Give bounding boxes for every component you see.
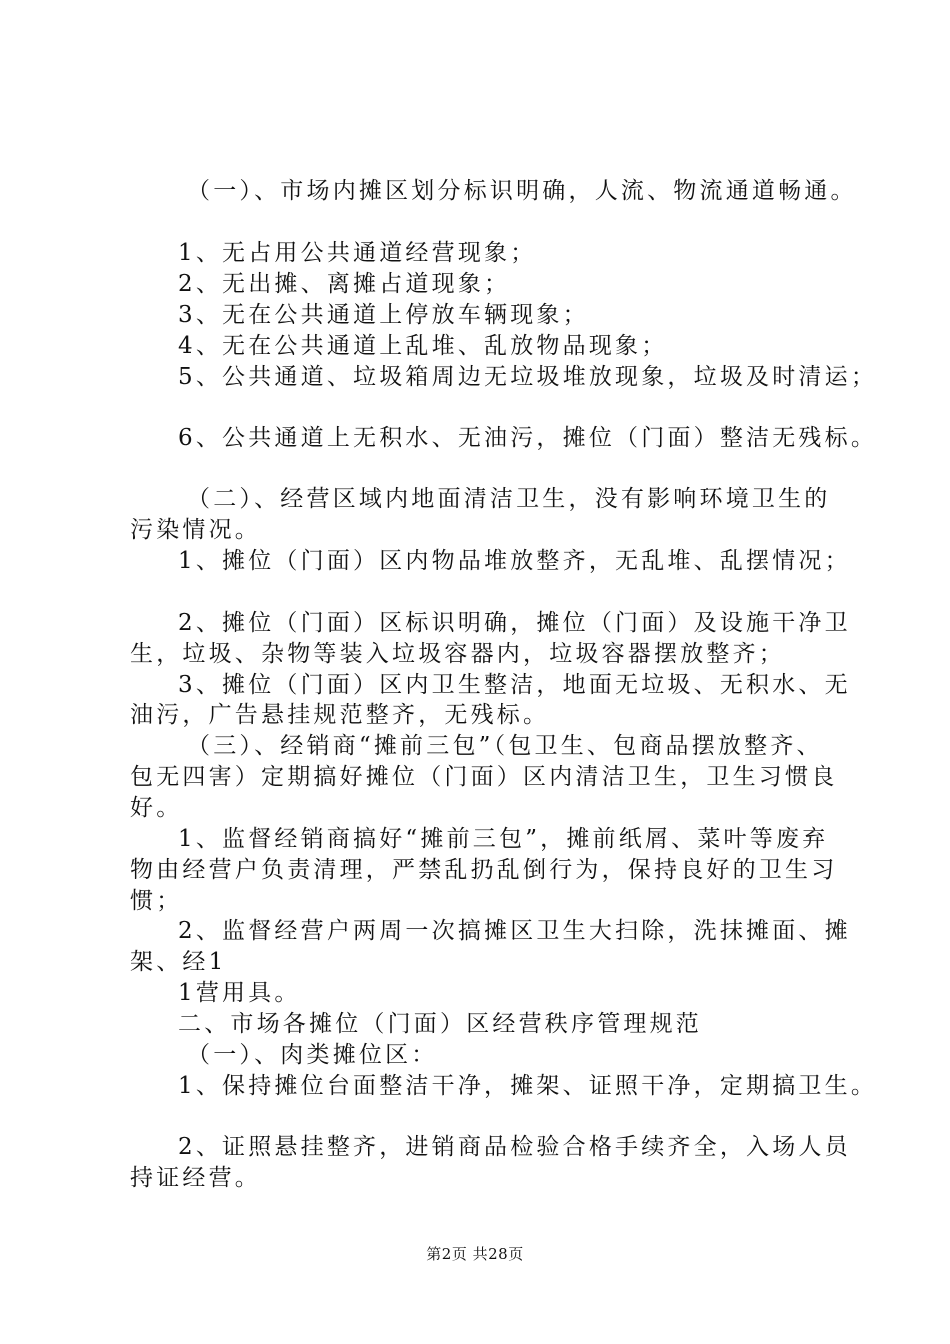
section-heading: （三）、经销商“摊前三包”（包卫生、包商品摆放整齐、 — [187, 733, 823, 759]
paragraph-line: 1营用具。 — [178, 980, 301, 1006]
paragraph-line: 包无四害）定期搞好摊位（门面）区内清洁卫生，卫生习惯良 — [130, 764, 838, 790]
paragraph-line: 油污，广告悬挂规范整齐，无残标。 — [130, 702, 550, 728]
paragraph-line: 物由经营户负责清理，严禁乱扔乱倒行为，保持良好的卫生习 — [130, 857, 838, 883]
paragraph-line: 持证经营。 — [130, 1165, 261, 1191]
list-item: 6、公共通道上无积水、无油污，摊位（门面）整洁无残标。 — [178, 425, 878, 451]
section-heading: （一）、肉类摊位区： — [187, 1042, 438, 1068]
paragraph-line: 生，垃圾、杂物等装入垃圾容器内，垃圾容器摆放整齐； — [130, 641, 785, 667]
section-heading: （一）、市场内摊区划分标识明确，人流、物流通道畅通。 — [187, 178, 857, 204]
section-heading: 二、市场各摊位（门面）区经营秩序管理规范 — [178, 1011, 702, 1037]
list-item: 2、监督经营户两周一次搞摊区卫生大扫除，洗抹摊面、摊 — [178, 918, 851, 944]
paragraph-line: 架、经1 — [130, 949, 227, 975]
section-heading: （二）、经营区域内地面清洁卫生，没有影响环境卫生的 — [187, 486, 831, 512]
list-item: 3、无在公共通道上停放车辆现象； — [178, 302, 589, 328]
list-item: 2、无出摊、离摊占道现象； — [178, 271, 511, 297]
list-item: 3、摊位（门面）区内卫生整洁，地面无垃圾、无积水、无 — [178, 672, 851, 698]
list-item: 2、证照悬挂整齐，进销商品检验合格手续齐全，入场人员 — [178, 1134, 851, 1160]
paragraph-line: 污染情况。 — [130, 517, 261, 543]
list-item: 1、无占用公共通道经营现象； — [178, 240, 537, 266]
page-number-footer: 第2页 共28页 — [426, 1245, 524, 1263]
list-item: 2、摊位（门面）区标识明确，摊位（门面）及设施干净卫 — [178, 610, 851, 636]
paragraph-line: 好。 — [130, 795, 183, 821]
list-item: 1、监督经销商搞好“摊前三包”，摊前纸屑、菜叶等废弃 — [178, 826, 829, 852]
list-item: 1、保持摊位台面整洁干净，摊架、证照干净，定期搞卫生。 — [178, 1073, 878, 1099]
list-item: 1、摊位（门面）区内物品堆放整齐，无乱堆、乱摆情况； — [178, 548, 851, 574]
list-item: 4、无在公共通道上乱堆、乱放物品现象； — [178, 333, 668, 359]
list-item: 5、公共通道、垃圾箱周边无垃圾堆放现象，垃圾及时清运； — [178, 364, 878, 390]
paragraph-line: 惯； — [130, 888, 183, 914]
